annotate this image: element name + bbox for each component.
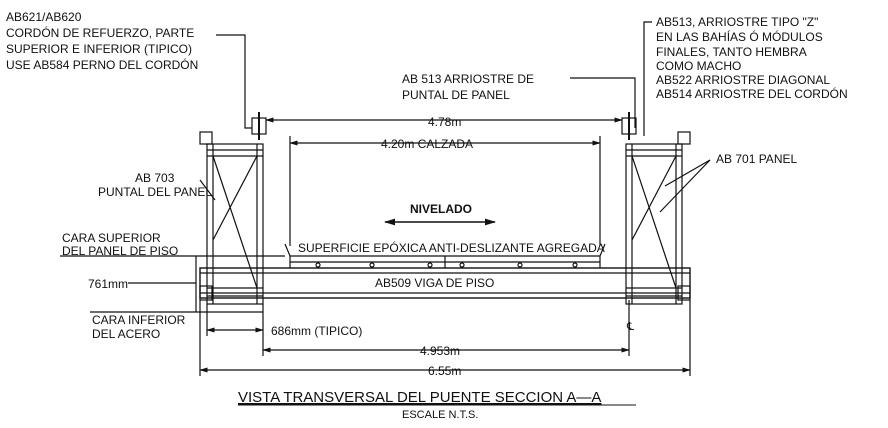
dim-roadway: 4.20m CALZADA [381,137,474,151]
note-line: COMO MACHO [656,59,742,73]
note-line: DEL ACERO [92,327,161,341]
dim-inner: 4.953m [420,344,461,358]
right-panel-truss [622,112,690,304]
note-line: CARA SUPERIOR [62,231,161,245]
dim-overall: 6.55m [428,364,462,378]
note-right-top [656,15,848,101]
note-line: CORDÓN DE REFUERZO, PARTE [6,26,195,40]
note-line: AB621/AB620 [6,10,82,24]
note-line: PUNTAL DEL PANEL [98,185,213,199]
note-line: DEL PANEL DE PISO [62,244,179,258]
note-line: AB522 ARRIOSTRE DIAGONAL [656,73,831,87]
note-line: AB514 ARRIOSTRE DEL CORDÓN [656,87,848,101]
leveled-label: NIVELADO [410,202,473,216]
note-line: CARA INFERIOR [92,313,186,327]
note-panel-post [98,171,212,199]
drawing-scale: ESCALE N.T.S. [402,409,479,421]
note-line: USE AB584 PERNO DEL CORDÓN [6,58,199,72]
note-line: AB513, ARRIOSTRE TIPO "Z" [656,15,819,29]
dim-overall-panels: 4.78m [428,115,462,129]
note-line: AB 703 [135,171,175,185]
dim-height: 761mm [88,277,129,291]
note-line: FINALES, TANTO HEMBRA [656,45,807,59]
dim-line-4-20 [290,136,600,246]
left-panel-truss [200,112,266,304]
note-left-top [6,10,198,72]
note-floor-top [62,231,178,258]
note-line: SUPERIOR E INFERIOR (TIPICO) [6,42,193,56]
note-center-brace [402,72,534,102]
centerline-mark: ℄ [627,321,635,333]
note-steel-bottom [92,313,186,341]
drawing-title: VISTA TRANSVERSAL DEL PUENTE SECCION A—A [238,389,602,406]
note-line: EN LAS BAHÍAS Ó MÓDULOS [656,30,823,44]
note-panel-right: AB 701 PANEL [716,152,798,166]
note-line: PUNTAL DE PANEL [402,88,510,102]
floor-beam-label: AB509 VIGA DE PISO [375,276,495,290]
dim-typical: 686mm (TIPICO) [271,324,363,338]
note-line: AB 513 ARRIOSTRE DE [402,72,535,86]
surface-label: SUPERFICIE EPÓXICA ANTI-DESLIZANTE AGREGADA [298,241,605,255]
